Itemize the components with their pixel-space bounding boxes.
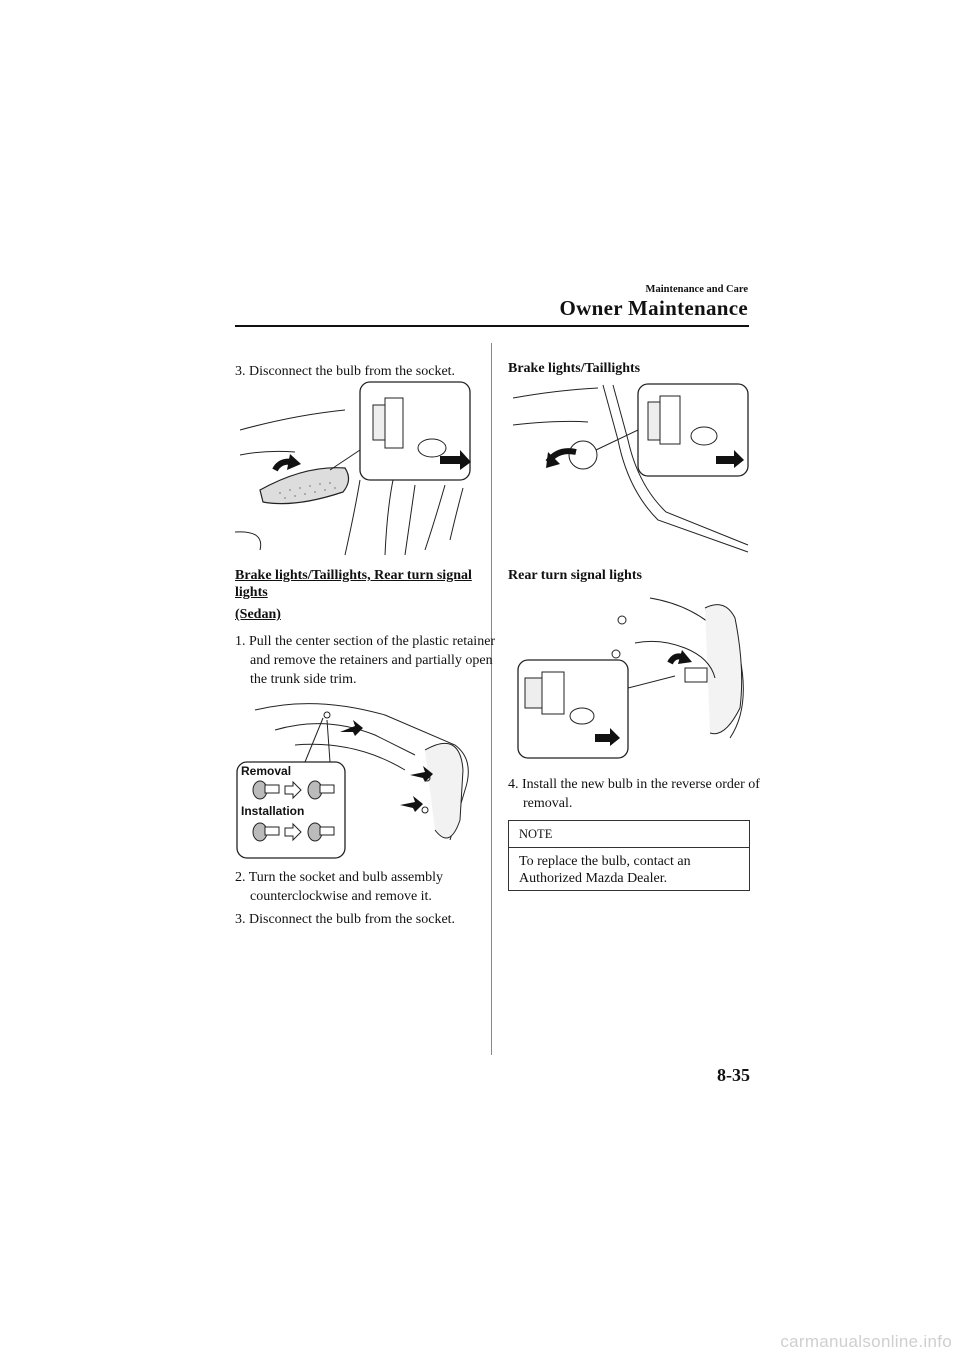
- step-4: 4. Install the new bulb in the reverse order of removal.: [508, 777, 760, 811]
- step-2: 2. Turn the socket and bulb assembly counterclockwise and remove it.: [235, 870, 444, 904]
- note-title: NOTE: [509, 821, 749, 848]
- section-heading: Brake lights/Taillights, Rear turn signal lights: [235, 568, 472, 600]
- column-divider: [491, 343, 492, 1055]
- page-title: Owner Maintenance: [559, 296, 748, 320]
- brake-lights-caption: Brake lights/Taillights: [508, 361, 641, 376]
- page-number: 8-35: [717, 1065, 750, 1085]
- step-3-top: 3. Disconnect the bulb from the socket.: [235, 364, 456, 379]
- note-text: To replace the bulb, contact an Authorized Mazda Dealer.: [519, 854, 691, 886]
- brake-light-bulb-figure: [508, 380, 753, 555]
- removal-label: Removal: [241, 764, 292, 778]
- step-3-bottom: 3. Disconnect the bulb from the socket.: [235, 912, 456, 927]
- note-box: [508, 820, 750, 891]
- rear-turn-caption: Rear turn signal lights: [508, 568, 642, 583]
- section-label: Maintenance and Care: [645, 284, 748, 295]
- sedan-subheading: (Sedan): [235, 607, 281, 622]
- installation-label: Installation: [241, 804, 305, 818]
- rear-turn-bulb-figure: [510, 588, 755, 763]
- step-1: 1. Pull the center section of the plastic retainer and remove the retainers and partially open the trunk side trim.: [235, 634, 496, 687]
- header-rule: [235, 325, 749, 327]
- trunk-retainer-figure: [235, 690, 485, 862]
- side-marker-bulb-figure: [235, 380, 485, 560]
- watermark: carmanualsonline.info: [780, 1332, 952, 1351]
